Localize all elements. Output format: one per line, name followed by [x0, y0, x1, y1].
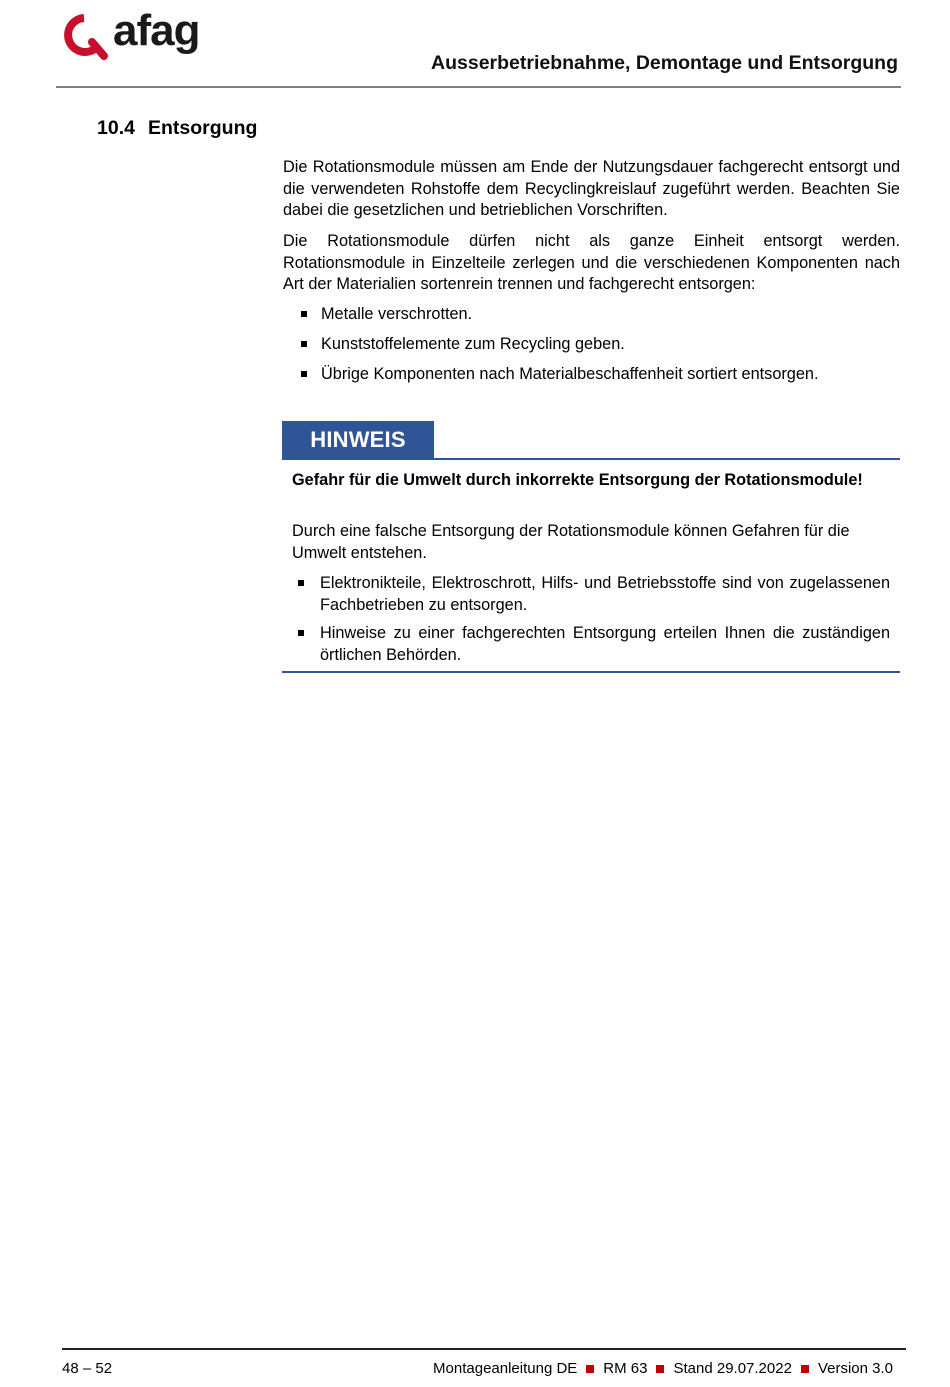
list-item-text: Übrige Komponenten nach Materialbeschaffenheit sortiert entsorgen. — [321, 365, 819, 384]
footer-divider — [62, 1348, 906, 1350]
list-item-text: Kunststoffelemente zum Recycling geben. — [321, 335, 625, 354]
list-item — [296, 623, 890, 666]
notice-text: Durch eine falsche Entsorgung der Rotationsmodule können Gefahren für die Umwelt entstehen. — [292, 522, 850, 562]
section-heading — [97, 117, 257, 140]
afag-logo — [58, 6, 218, 60]
notice-bottom-rule — [282, 671, 900, 673]
bullet-square-icon — [301, 311, 307, 317]
separator-square-icon — [801, 1365, 809, 1373]
footer-date: Stand 29.07.2022 — [673, 1360, 792, 1377]
notice-title: Gefahr für die Umwelt durch inkorrekte Entsorgung der Rotationsmodule! — [292, 471, 863, 489]
bullet-square-icon — [298, 630, 304, 636]
list-item-text: Elektronikteile, Elektroschrott, Hilfs- und Betriebsstoffe sind von zugelassenen Fachbetrieben zu entsorgen. — [320, 574, 890, 614]
list-item-text: Hinweise zu einer fachgerechten Entsorgung erteilen Ihnen die zuständigen örtlichen Behörden. — [320, 624, 890, 664]
section-title: Entsorgung — [148, 117, 258, 139]
list-item-text: Metalle verschrotten. — [321, 305, 473, 323]
notice-top-rule — [282, 458, 900, 460]
bullet-square-icon — [301, 371, 307, 377]
bullet-square-icon — [298, 580, 304, 586]
bullet-square-icon — [301, 341, 307, 347]
list-item — [300, 304, 900, 326]
page-number: 48 – 52 — [62, 1360, 113, 1377]
notice-bullet-list — [296, 573, 890, 673]
list-item — [296, 573, 890, 616]
footer-model: RM 63 — [603, 1360, 648, 1377]
notice-label: HINWEIS — [282, 421, 434, 459]
list-item — [300, 334, 900, 356]
footer-version: Version 3.0 — [817, 1360, 893, 1377]
disposal-bullet-list — [300, 304, 900, 394]
logo-mark-icon — [58, 12, 110, 60]
separator-square-icon — [656, 1365, 664, 1373]
logo-wordmark: afag — [113, 6, 200, 55]
header-divider — [56, 86, 901, 88]
body-paragraph: Die Rotationsmodule müssen am Ende der Nutzungsdauer fachgerecht entsorgt und die verwendeten Rohstoffe dem Recyclingkreislauf zugeführt werden. Beachten Sie dabei die gesetzlichen und betrieblichen Vorschriften. — [283, 158, 900, 219]
section-number: 10.4 — [97, 117, 135, 139]
footer-doc: Montageanleitung DE — [433, 1360, 578, 1377]
page-header-title: Ausserbetriebnahme, Demontage und Entsorgung — [431, 52, 898, 74]
footer-info — [433, 1360, 893, 1377]
body-paragraph: Die Rotationsmodule dürfen nicht als ganze Einheit entsorgt werden. Rotationsmodule in Einzelteile zerlegen und die verschiedenen Komponenten nach Art der Materialien sortenrein trennen und fachgerecht entsorgen: — [283, 232, 900, 293]
separator-square-icon — [586, 1365, 594, 1373]
list-item — [300, 364, 900, 386]
